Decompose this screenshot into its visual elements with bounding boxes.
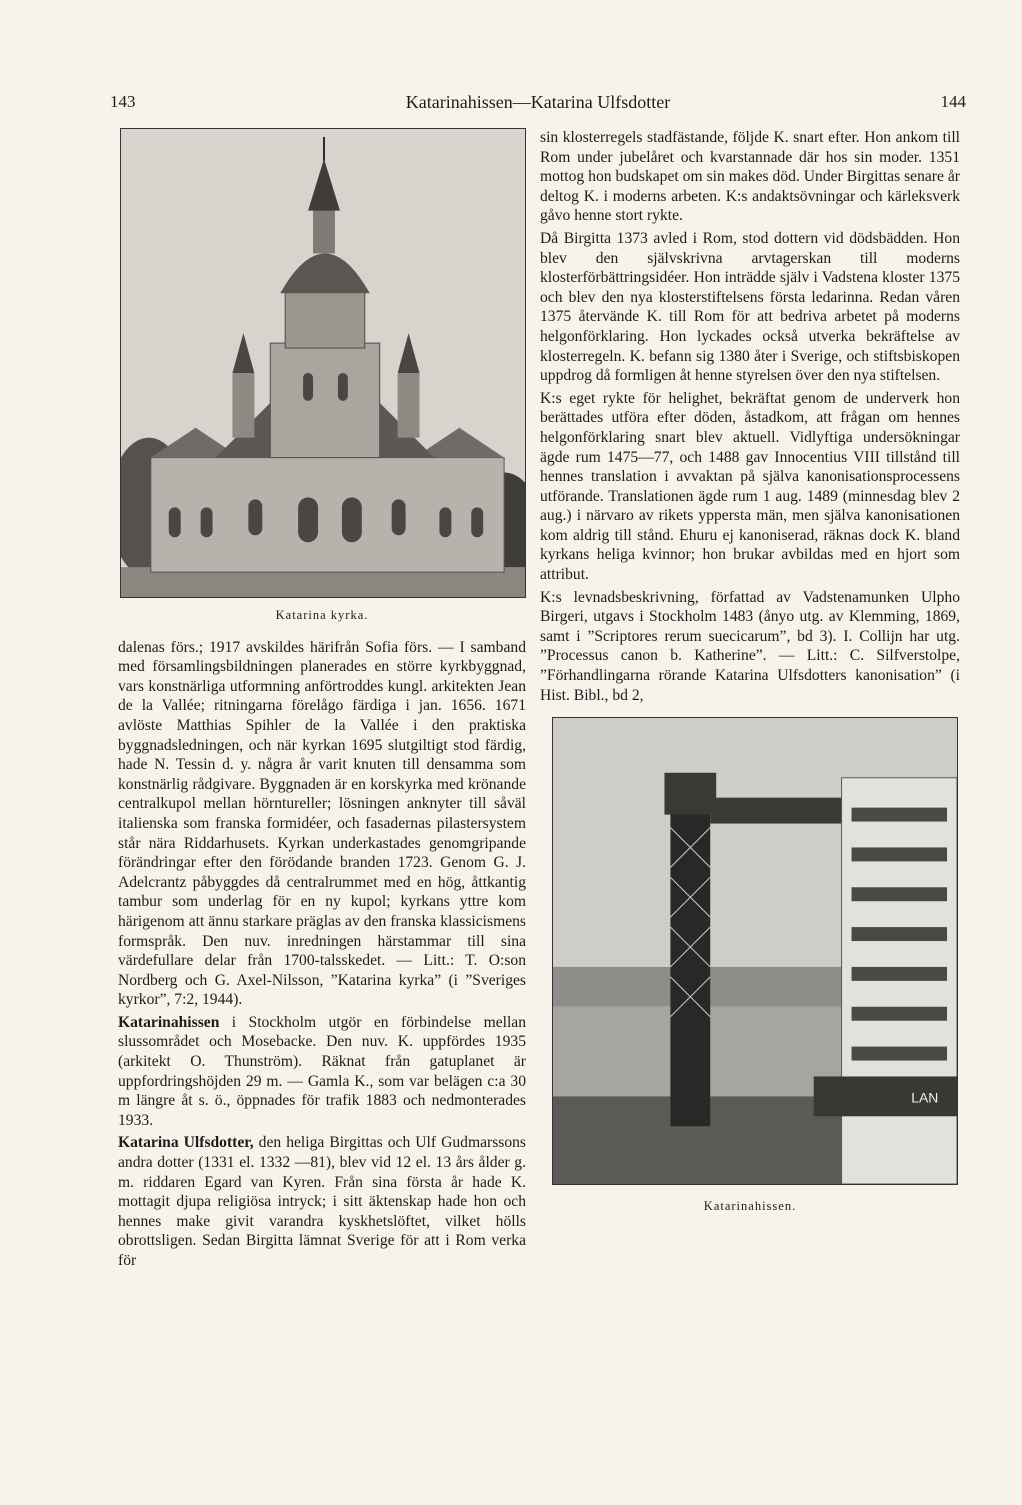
paragraph: [540, 229, 960, 386]
paragraph-text: K:s levnadsbeskrivning, författad av Vadstenamunken Ulpho Birgeri, utgavs i Stockholm 1483 (ånyo utg. av Klemming, 1869, samt i ”Scriptores rerum suecicarum”, bd 3). I. Collijn har utg. ”Processus canon b. Katherine”. — Litt.: C. Silfverstolpe, ”Förhandlingarna rörande Katarina Ulfsdotters kanonisation” (i Hist. Bibl., bd 2,: [540, 588, 960, 704]
entry-text: i Stockholm utgör en förbindelse mellan slussområdet och Mosebacke. Den nuv. K. uppfördes 1935 (arkitekt O. Thunström). Räknat från gatuplanet är uppfordringshöjden 29 m. — Gamla K., som var belägen c:a 30 m längre åt s. ö., öppnades för trafik 1883 och nedmonterades 1933.: [118, 1013, 526, 1129]
paragraph: [540, 588, 960, 706]
entry-katarina-ulfsdotter: [118, 1133, 526, 1270]
church-illustration: [121, 129, 525, 597]
running-title: Katarinahissen—Katarina Ulfsdotter: [405, 92, 671, 112]
lift-illustration: [553, 718, 957, 1184]
church-photo: [120, 128, 526, 598]
entry-headword: Katarina Ulfsdotter,: [118, 1134, 254, 1152]
paragraph-text: dalenas förs.; 1917 avskildes härifrån Sofia förs. — I samband med församlingsbildningen planerades en större kyrkbyggnad, vars konstnärliga utformning anförtroddes kungl. arkitekten Jean de la Vallée; ritningarna förelågo färdiga i jan. 1656. 1671 avlöste Matthias Spihler de la Vallée i den praktiska byggnadsledningen, och när kyrkan 1695 slutgiltigt stod färdig, hade N. Tessin d. y. några år varit knuten till densamma som konstnärlig rådgivare. Byggnaden är en korskyrka med krönande centralkupol mellan hörntureller; lösningen anknyter till såväl italienska som franska formidéer, och fasadernas pilastersystem står nära Riddarhusets. Kyrkan underkastades genomgripande förändringar efter den förödande branden 1723. Genom G. J. Adelcrantz påbyggdes då centralrummet med en hög, åttkantig tambur som underlag för en ny kupol; kyrkans yttre kom härigenom att ännu starkare präglas av den franska klassicismens formspråk. Den nuv. inredningen härstammar till sina värdefullare delar från 1700-talsskedet. — Litt.: T. O:son Nordberg och G. Axel-Nilsson, ”Katarina kyrka” (i ”Sveriges kyrkor”, 7:2, 1944).: [118, 638, 526, 1009]
page-header: [110, 92, 966, 122]
paragraph: [540, 128, 960, 226]
page-number-right: 144: [940, 92, 966, 111]
church-caption: Katarina kyrka.: [275, 608, 369, 622]
page-number-left: 143: [110, 92, 136, 111]
paragraph: [540, 389, 960, 585]
paragraph-text: K:s eget rykte för helighet, bekräftat genom de underverk hon berättades utföra efter döden, åstadkom, att frågan om hennes helgonförklaring snart blev aktuell. Vidlyftiga undersökningar ägde rum 1475—77, och 1488 gav Innocentius VIII tillstånd till hennes translation i avvaktan på själva kanonisationsprocessens utförande. Translationen ägde rum 1 aug. 1489 (minnesdag blev 2 aug.) i närvaro av rikets yppersta män, men själva kanonisationen kom aldrig till stånd. Ehuru ej kanoniserad, räknas dock K. bland kyrkans heliga kvinnor; hon brukar avbildas med en hjort som attribut.: [540, 389, 960, 584]
paragraph-text: Då Birgitta 1373 avled i Rom, stod dottern vid dödsbädden. Hon blev den självskrivna arvtagerskan till moderns klosterförbättringsidéer. Hon inträdde själv i Vadstena kloster 1375 och blev den nya klosterstiftelsens första ledarinna. Redan våren 1375 återvände K. till Rom för att bedriva arbetet på moderns helgonförklaring. Hon lyckades också utverka bekräftelse av klosterregeln. K. befann sig 1380 åter i Sverige, och stiftsbiskopen uppdrog då formligen åt henne styrelsen över den nya stiftelsen.: [540, 229, 960, 385]
entry-text: den heliga Birgittas och Ulf Gudmarssons andra dotter (1331 el. 1332 —81), blev vid 12 el. 13 års ålder g. m. riddaren Egard van Kyren. Från sina första år hade K. mottagit djupa religiösa intryck; i sitt äktenskap hade hon och hennes make givit varandra kyskhetslöftet, vilket hölls obrottsligen. Sedan Birgitta lämnat Sverige för att i Rom verka för: [118, 1134, 526, 1269]
katarinahissen-photo: [552, 717, 958, 1185]
right-column: [540, 128, 960, 1229]
left-column: [118, 128, 526, 1274]
paragraph-text: sin klosterregels stadfästande, följde K. snart efter. Hon ankom till Rom under jubelåret och kvarstannade där hos sin moder. 1351 mottog hon budskapet om sin makes död. Under Birgittas senare år deltog K. i moderns arbeten. K:s andaktsövningar och kärleksverk gåvo henne stort rykte.: [540, 129, 960, 225]
entry-headword: Katarinahissen: [118, 1013, 220, 1031]
shop-sign-text: LAN: [911, 1089, 939, 1106]
entry-katarinahissen: [118, 1013, 526, 1131]
lift-caption: Katarinahissen.: [703, 1199, 797, 1214]
paragraph-church-history: [118, 638, 526, 1010]
